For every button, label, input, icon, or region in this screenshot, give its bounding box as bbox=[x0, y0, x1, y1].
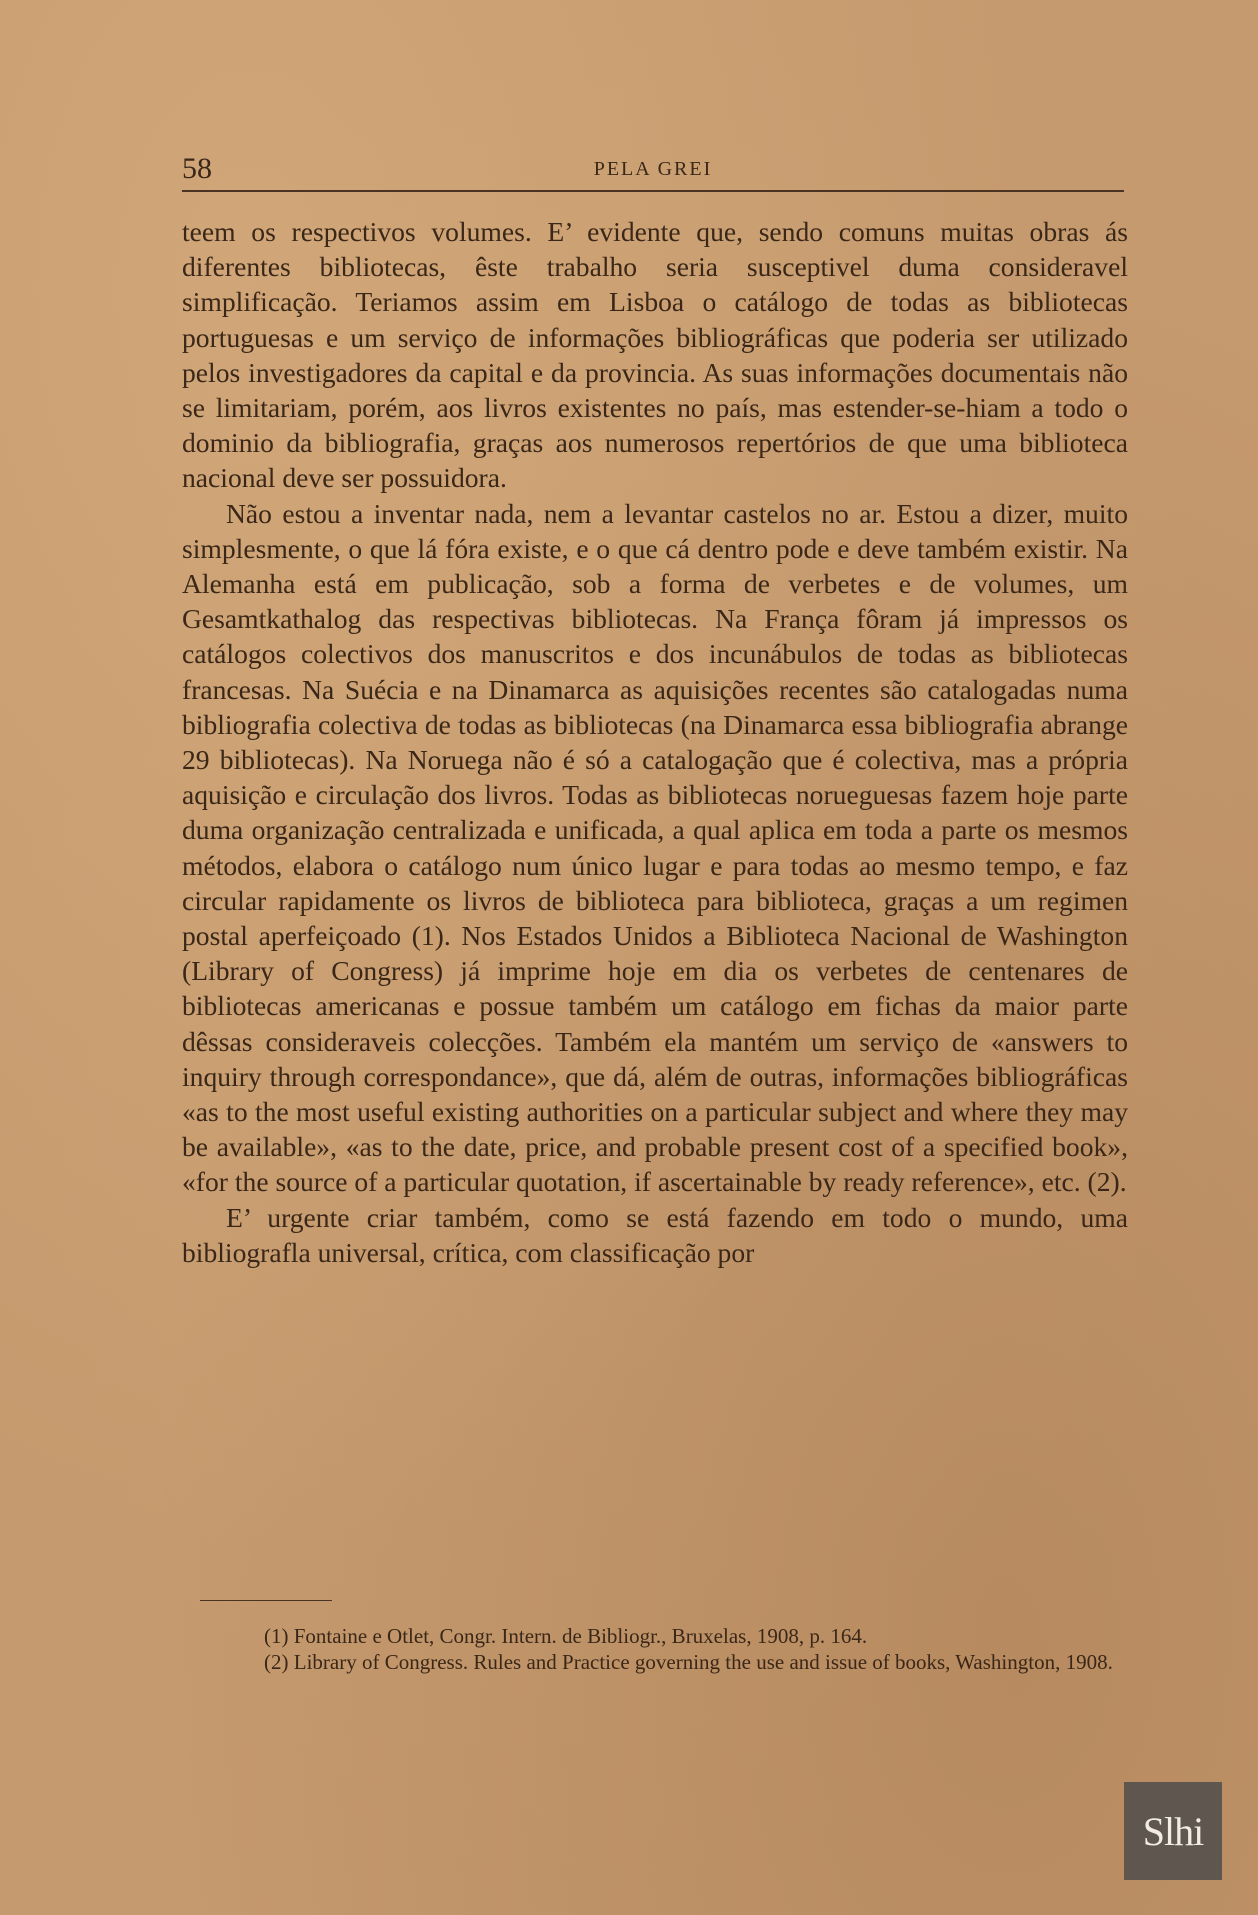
paragraph-1: teem os respectivos volumes. E’ evidente que, sendo comuns muitas obras ás diferentes bibliotecas, êste trabalho seria susceptivel duma consideravel simplificação. Teriamos assim em Lisboa o catálogo de todas as bibliotecas portuguesas e um serviço de informações bibliográficas que poderia ser utilizado pelos investigadores da capital e da provincia. As suas informações documentais não se limitariam, porém, aos livros existentes no país, mas estender-se-hiam a todo o dominio da bibliografia, graças aos numerosos repertórios de que uma biblioteca nacional deve ser possuidora. bbox=[182, 216, 1128, 494]
page-header bbox=[182, 150, 1124, 192]
paragraph-3: E’ urgente criar também, como se está fazendo em todo o mundo, uma bibliografla universal, crítica, com classificação por bbox=[182, 1201, 1128, 1268]
library-stamp-logo bbox=[1124, 1782, 1222, 1880]
running-head: PELA GREI bbox=[593, 158, 713, 180]
paragraph-2: Não estou a inventar nada, nem a levantar castelos no ar. Estou a dizer, muito simplesmente, o que lá fóra existe, e o que cá dentro pode e deve também existir. Na Alemanha está em publicação, sob a forma de verbetes e de volumes, um Gesamtkathalog das respectivas bibliotecas. Na França fôram já impressos os catálogos colectivos dos manuscritos e dos incunábulos de todas as bibliotecas francesas. Na Suécia e na Dinamarca as aquisições recentes são catalogadas numa bibliografia colectiva de todas as bibliotecas (na Dinamarca essa bibliografia abrange 29 bibliotecas). Na Noruega não é só a catalogação que é colectiva, mas a própria aquisição e circulação dos livros. Todas as bibliotecas norueguesas fazem hoje parte duma organização centralizada e unificada, a qual aplica em toda a parte os mesmos métodos, elabora o catálogo num único lugar e para todas ao mesmo tempo, e faz circular rapidamente os livros de biblioteca para biblioteca, graças a um regimen postal aperfeiçoado (1). Nos Estados Unidos a Biblioteca Nacional de Washington (Library of Congress) já imprime hoje em dia os verbetes de centenares de bibliotecas americanas e possue também um catálogo em fichas da maior parte dêssas consideraveis colecções. Também ela mantém um serviço de «answers to inquiry through correspondance», que dá, além de outras, informações bibliográficas «as to the most useful existing authorities on a particular subject and where they may be available», «as to the date, price, and probable present cost of a specified book», «for the source of a particular quotation, if ascertainable by ready reference», etc. (2). bbox=[182, 497, 1128, 1198]
footnote-2: (2) Library of Congress. Rules and Practice governing the use and issue of books, Washington, 1908. bbox=[264, 1650, 1113, 1674]
footnotes bbox=[186, 1623, 1132, 1675]
footnote-1: (1) Fontaine e Otlet, Congr. Intern. de Bibliogr., Bruxelas, 1908, p. 164. bbox=[264, 1624, 868, 1648]
body-text bbox=[182, 214, 1128, 1270]
library-stamp-text: Slhi bbox=[1142, 1808, 1204, 1854]
page-number: 58 bbox=[182, 152, 212, 185]
footnote-separator bbox=[200, 1600, 332, 1601]
